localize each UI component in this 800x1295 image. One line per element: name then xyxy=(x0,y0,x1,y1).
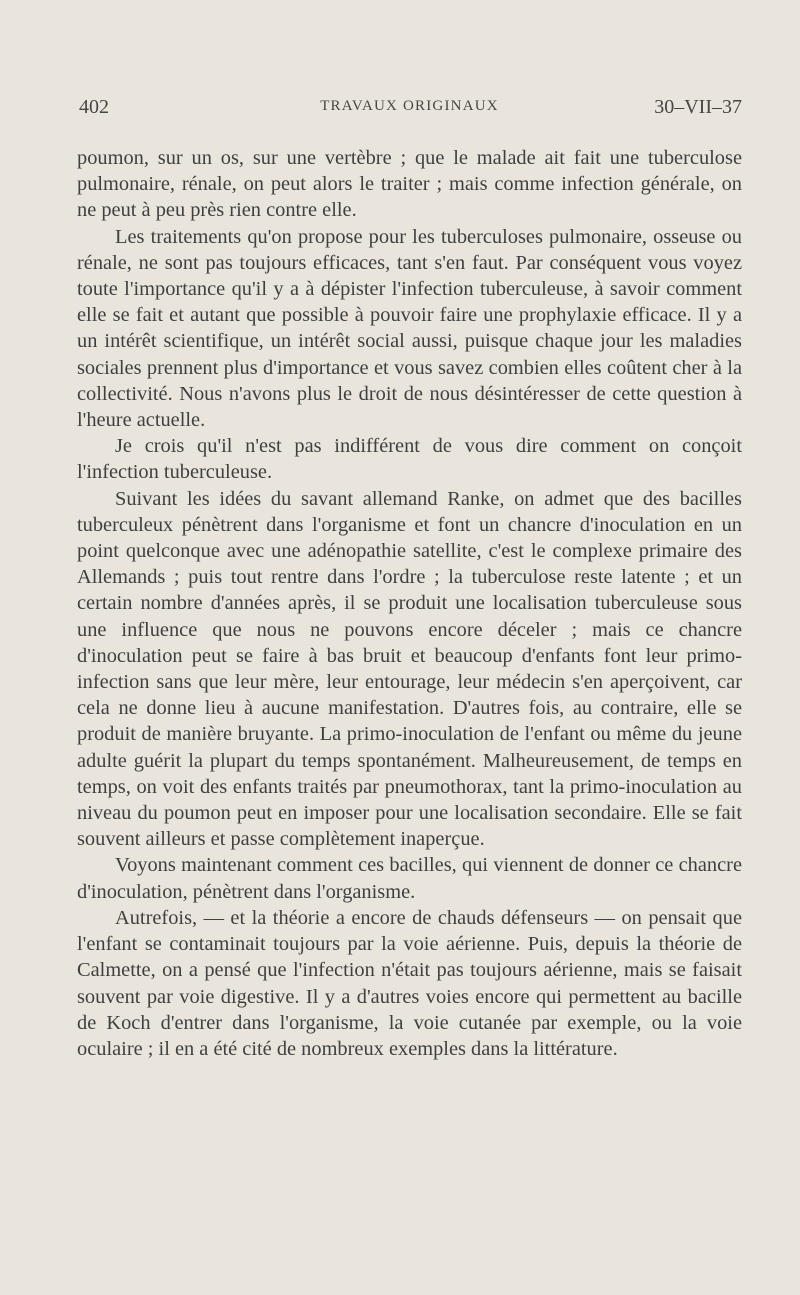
paragraph-continued: poumon, sur un os, sur une vertèbre ; que le malade ait fait une tuberculose pulmonaire, rénale, on peut alors le traiter ; mais comme infection générale, on ne peut à peu près rien contre elle. xyxy=(77,147,742,222)
paragraph: Autrefois, — et la théorie a encore de chauds défenseurs — on pensait que l'enfant se contaminait toujours par la voie aérienne. Puis, depuis la théorie de Calmette, on a pensé que l'infection n'était pas toujours aérienne, mais se faisait souvent par voie digestive. Il y a d'autres voies encore qui permettent au bacille de Koch d'entrer dans l'organisme, la voie cutanée par exemple, ou la voie oculaire ; il en a été cité de nombreux exemples dans la littérature. xyxy=(77,906,742,1060)
header-date: 30–VII–37 xyxy=(654,96,742,118)
running-header xyxy=(77,92,742,122)
body-text xyxy=(77,145,742,1062)
page-number: 402 xyxy=(79,96,109,118)
paragraph: Je crois qu'il n'est pas indifférent de vous dire comment on conçoit l'infection tuberculeuse. xyxy=(77,435,742,484)
paragraph: Les traitements qu'on propose pour les tuberculoses pulmonaire, osseuse ou rénale, ne sont pas toujours efficaces, tant s'en faut. Par conséquent vous voyez toute l'importance qu'il y a à dépister l'infection tuberculeuse, à savoir comment elle se fait et autant que possible à pouvoir faire une prophylaxie efficace. Il y a un intérêt scientifique, un intérêt social aussi, puisque chaque jour les maladies sociales prennent plus d'importance et vous savez combien elles coûtent cher à la collectivité. Nous n'avons plus le droit de nous désintéresser de cette question à l'heure actuelle. xyxy=(77,225,742,432)
paragraph: Voyons maintenant comment ces bacilles, qui viennent de donner ce chancre d'inoculation, pénètrent dans l'organisme. xyxy=(77,854,742,903)
paragraph: Suivant les idées du savant allemand Ranke, on admet que des bacilles tuberculeux pénètrent dans l'organisme et font un chancre d'inoculation en un point quelconque avec une adénopathie satellite, c'est le complexe primaire des Allemands ; puis tout rentre dans l'ordre ; la tuberculose reste latente ; et un certain nombre d'années après, il se produit une localisation tuberculeuse sous une influence que nous ne pouvons encore déceler ; mais ce chancre d'inoculation peut se faire à bas bruit et beaucoup d'enfants font leur primo-infection sans que leur mère, leur entourage, leur médecin s'en aperçoivent, car cela ne donne lieu à aucune manifestation. D'autres fois, au contraire, elle se produit de manière bruyante. La primo-inoculation de l'enfant ou même du jeune adulte guérit la plupart du temps spontanément. Malheureusement, de temps en temps, on voit des enfants traités par pneumothorax, tant la primo-inoculation au niveau du poumon peut en imposer pour une localisation secondaire. Elle se fait souvent ailleurs et passe complètement inaperçue. xyxy=(77,487,742,851)
running-title: TRAVAUX ORIGINAUX xyxy=(320,98,499,114)
book-page xyxy=(77,92,742,1062)
